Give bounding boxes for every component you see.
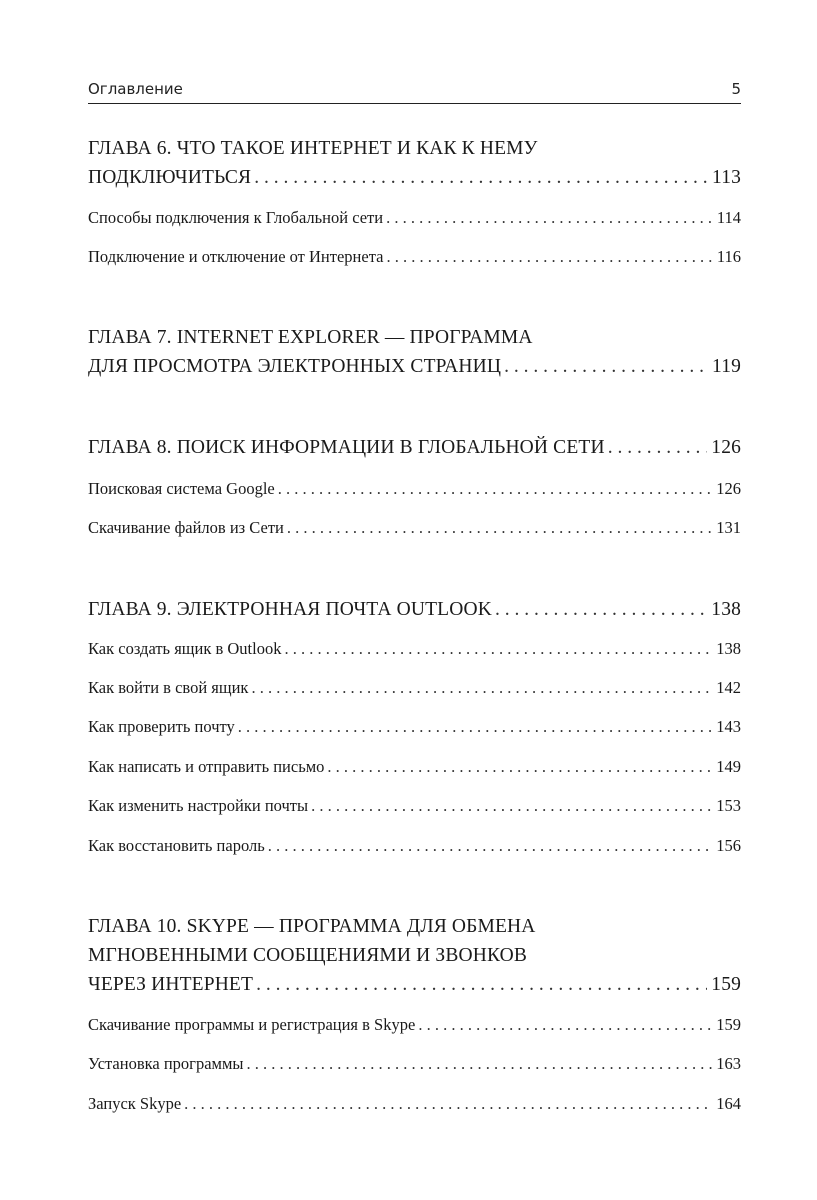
chapter-7-title-line-2: ДЛЯ ПРОСМОТРА ЭЛЕКТРОННЫХ СТРАНИЦ	[88, 356, 502, 377]
section-page: 114	[716, 208, 741, 227]
toc-entry-section[interactable]	[88, 245, 741, 269]
chapter-9-title: ГЛАВА 9. ЭЛЕКТРОННАЯ ПОЧТА OUTLOOK	[88, 599, 492, 620]
toc-entry-section[interactable]	[88, 834, 741, 858]
dot-leader	[504, 353, 708, 381]
dot-leader	[268, 834, 713, 858]
toc-entry-section[interactable]	[88, 477, 741, 501]
dot-leader	[254, 164, 708, 192]
section-title: Скачивание программы и регистрация в Skype	[88, 1015, 416, 1034]
dot-leader	[311, 794, 712, 818]
dot-leader	[256, 971, 707, 999]
chapter-10-title-line-3: ЧЕРЕЗ ИНТЕРНЕТ	[88, 974, 254, 995]
chapter-6-title-line-1: ГЛАВА 6. ЧТО ТАКОЕ ИНТЕРНЕТ И КАК К НЕМУ	[88, 138, 538, 159]
section-page: 143	[716, 717, 741, 736]
dot-leader	[247, 1052, 713, 1076]
chapter-6-title-line-2: ПОДКЛЮЧИТЬСЯ	[88, 167, 252, 188]
section-title: Скачивание файлов из Сети	[88, 518, 284, 537]
chapter-10-title-line-1: ГЛАВА 10. SKYPE — ПРОГРАММА ДЛЯ ОБМЕНА	[88, 916, 536, 937]
section-title: Установка программы	[88, 1054, 244, 1073]
chapter-7-page: 119	[712, 356, 741, 377]
running-header-title: Оглавление	[88, 80, 183, 98]
toc-entry-chapter-9[interactable]	[88, 596, 741, 624]
chapter-8-page: 126	[711, 437, 741, 458]
dot-leader	[327, 755, 712, 779]
toc-entry-section[interactable]	[88, 1052, 741, 1076]
toc-entry-section[interactable]	[88, 794, 741, 818]
dot-leader	[238, 715, 713, 739]
section-page: 126	[716, 479, 741, 498]
dot-leader	[386, 245, 712, 269]
toc-entry-section[interactable]	[88, 1092, 741, 1116]
toc-entry-section[interactable]	[88, 637, 741, 661]
chapter-6-page: 113	[712, 167, 741, 188]
chapter-9-page: 138	[711, 599, 741, 620]
section-page: 116	[716, 247, 741, 266]
section-page: 149	[716, 757, 741, 776]
section-title: Как восстановить пароль	[88, 836, 265, 855]
section-title: Как войти в свой ящик	[88, 678, 249, 697]
dot-leader	[284, 637, 712, 661]
toc-entry-section[interactable]	[88, 206, 741, 230]
dot-leader	[386, 206, 713, 230]
chapter-8-title: ГЛАВА 8. ПОИСК ИНФОРМАЦИИ В ГЛОБАЛЬНОЙ СЕТИ	[88, 437, 605, 458]
dot-leader	[418, 1013, 712, 1037]
dot-leader	[608, 434, 708, 462]
section-title: Поисковая система Google	[88, 479, 275, 498]
dot-leader	[495, 596, 707, 624]
section-title: Подключение и отключение от Интернета	[88, 247, 384, 266]
toc-entry-section[interactable]	[88, 516, 741, 540]
section-title: Запуск Skype	[88, 1094, 182, 1113]
section-page: 164	[716, 1094, 741, 1113]
section-page: 142	[716, 678, 741, 697]
toc-entry-chapter-10[interactable]	[88, 971, 741, 999]
dot-leader	[278, 477, 713, 501]
dot-leader	[184, 1092, 712, 1116]
section-title: Как создать ящик в Outlook	[88, 639, 282, 658]
chapter-10-title-line-2: МГНОВЕННЫМИ СООБЩЕНИЯМИ И ЗВОНКОВ	[88, 945, 528, 966]
chapter-7-title-line-1: ГЛАВА 7. INTERNET EXPLORER — ПРОГРАММА	[88, 327, 533, 348]
toc-entry-chapter-7[interactable]	[88, 353, 741, 381]
dot-leader	[287, 516, 712, 540]
section-title: Как написать и отправить письмо	[88, 757, 325, 776]
running-header	[88, 79, 741, 99]
section-page: 156	[716, 836, 741, 855]
toc-entry-section[interactable]	[88, 715, 741, 739]
section-title: Способы подключения к Глобальной сети	[88, 208, 384, 227]
section-page: 138	[716, 639, 741, 658]
header-rule	[88, 103, 741, 104]
toc-entry-section[interactable]	[88, 755, 741, 779]
dot-leader	[251, 676, 712, 700]
toc-entry-chapter-8[interactable]	[88, 434, 741, 462]
running-header-page-number: 5	[731, 80, 741, 98]
section-page: 159	[716, 1015, 741, 1034]
toc-entry-section[interactable]	[88, 1013, 741, 1037]
chapter-10-page: 159	[711, 974, 741, 995]
section-page: 163	[716, 1054, 741, 1073]
toc-entry-section[interactable]	[88, 676, 741, 700]
toc-entry-chapter-6[interactable]	[88, 164, 741, 192]
section-page: 153	[716, 796, 741, 815]
section-title: Как изменить настройки почты	[88, 796, 309, 815]
section-page: 131	[716, 518, 741, 537]
section-title: Как проверить почту	[88, 717, 235, 736]
